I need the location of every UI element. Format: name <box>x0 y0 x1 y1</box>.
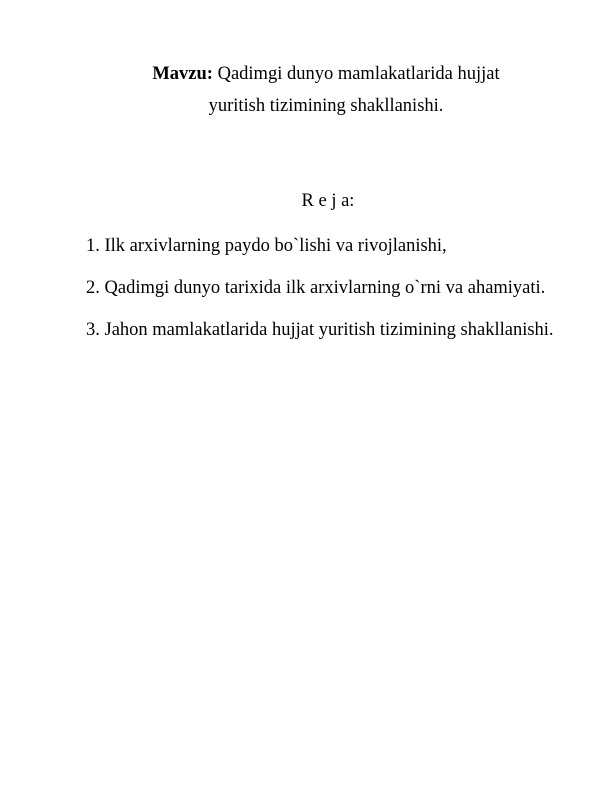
plan-item-2: 2. Qadimgi dunyo tarixida ilk arxivlarning o`rni va ahamiyati. <box>86 278 546 298</box>
plan-item-1: 1. Ilk arxivlarning paydo bo`lishi va rivojlanishi, <box>86 236 447 256</box>
plan-heading: R e j a: <box>301 191 355 211</box>
plan-item-3: 3. Jahon mamlakatlarida hujjat yuritish tizimining shakllanishi. <box>86 320 554 340</box>
topic-title-line-2 <box>0 90 612 122</box>
topic-text-line-1: Qadimgi dunyo mamlakatlarida hujjat <box>217 64 500 84</box>
topic-label: Mavzu: <box>152 64 213 84</box>
topic-text-line-2: yuritish tizimining shakllanishi. <box>208 96 444 116</box>
topic-title-line-1 <box>0 58 612 90</box>
plan-list <box>86 230 570 356</box>
topic-title <box>0 58 612 122</box>
